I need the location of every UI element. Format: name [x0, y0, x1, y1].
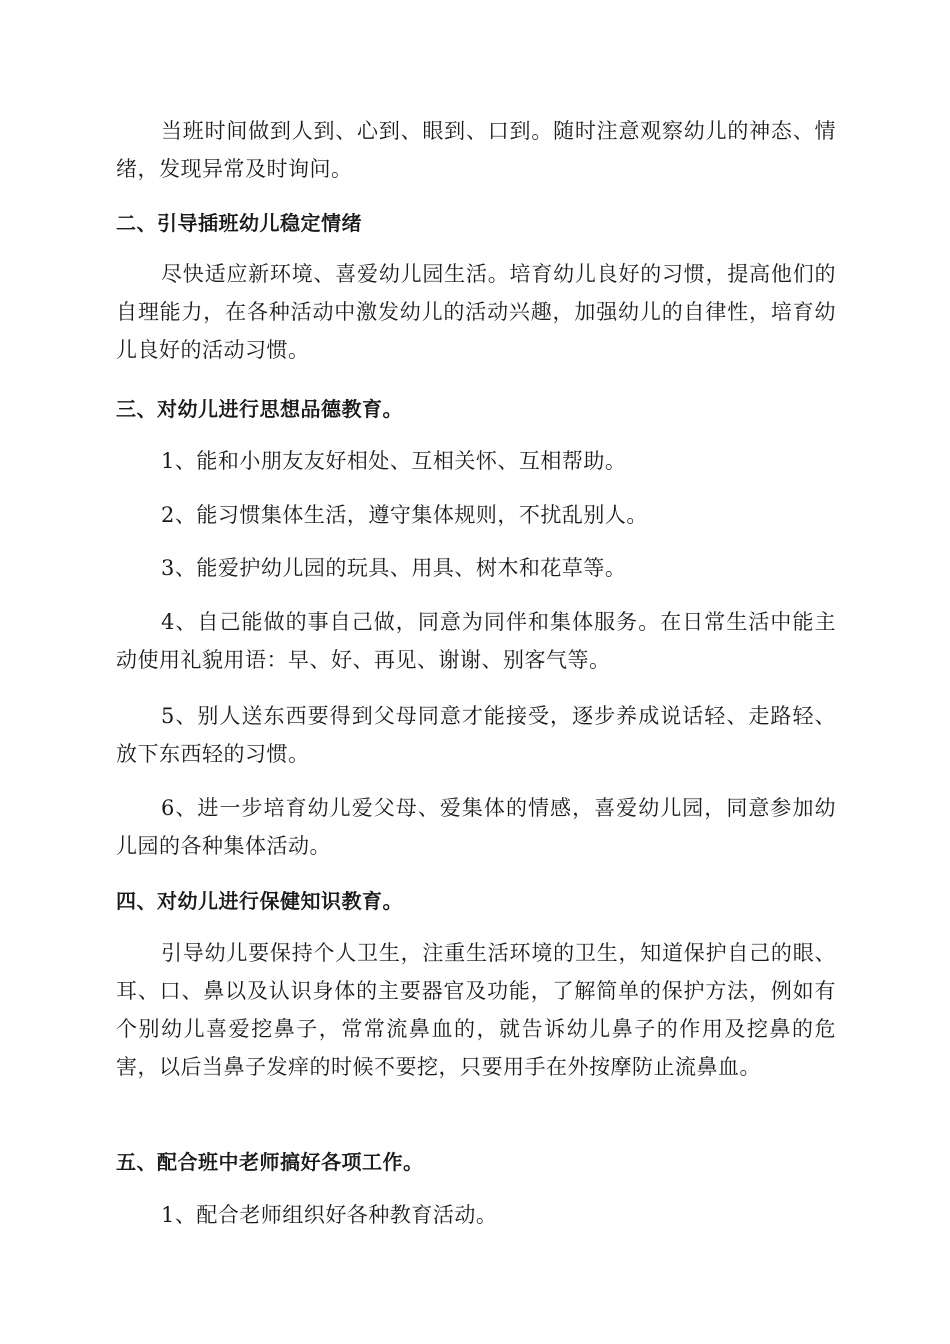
section-4-paragraph: 引导幼儿要保持个人卫生，注重生活环境的卫生，知道保护自己的眼、耳、口、鼻以及认识身体的主要器官及功能，了解简单的保护方法，例如有个别幼儿喜爱挖鼻子，常常流鼻血的，就告诉幼儿鼻子的作用及挖鼻的危害，以后当鼻子发痒的时候不要挖，只要用手在外按摩防止流鼻血。 [116, 941, 836, 1079]
list-item-3-2: 2、能习惯集体生活，遵守集体规则，不扰乱别人。 [161, 503, 648, 527]
list-item-3-1: 1、能和小朋友友好相处、互相关怀、互相帮助。 [161, 449, 627, 473]
list-item-3-5: 5、别人送东西要得到父母同意才能接受，逐步养成说话轻、走路轻、放下东西轻的习惯。 [116, 704, 836, 766]
list-item-3-4: 4、自己能做的事自己做，同意为同伴和集体服务。在日常生活中能主动使用礼貌用语：早、好、再见、谢谢、别客气等。 [116, 610, 836, 672]
section-heading-2: 二、引导插班幼儿稳定情绪 [116, 211, 362, 235]
list-item-3-3: 3、能爱护幼儿园的玩具、用具、树木和花草等。 [161, 556, 627, 580]
section-2-paragraph: 尽快适应新环境、喜爱幼儿园生活。培育幼儿良好的习惯，提高他们的自理能力，在各种活动中激发幼儿的活动兴趣，加强幼儿的自律性，培育幼儿良好的活动习惯。 [116, 262, 836, 362]
intro-paragraph: 当班时间做到人到、心到、眼到、口到。随时注意观察幼儿的神态、情绪，发现异常及时询问。 [116, 119, 836, 181]
list-item-5-1: 1、配合老师组织好各种教育活动。 [161, 1203, 498, 1227]
section-heading-4: 四、对幼儿进行保健知识教育。 [116, 889, 403, 913]
section-heading-5: 五、配合班中老师搞好各项工作。 [116, 1150, 424, 1174]
section-heading-3: 三、对幼儿进行思想品德教育。 [116, 397, 403, 421]
list-item-3-6: 6、进一步培育幼儿爱父母、爱集体的情感，喜爱幼儿园，同意参加幼儿园的各种集体活动。 [116, 796, 836, 858]
